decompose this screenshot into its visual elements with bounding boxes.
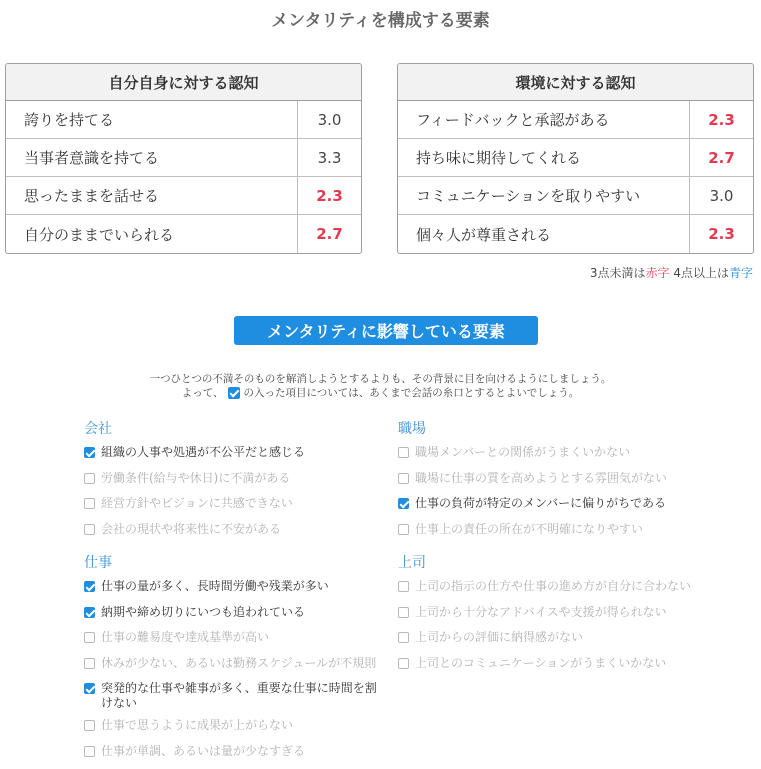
checkbox[interactable] [84, 473, 95, 484]
row-label: 思ったままを話せる [24, 187, 160, 205]
row-label: 自分のままでいられる [24, 225, 175, 244]
factor-label: 仕事で思うように成果が上がらない [101, 718, 294, 732]
checkbox[interactable] [84, 581, 95, 592]
factor-item[interactable] [84, 713, 384, 739]
score-legend [590, 264, 753, 281]
legend-red-word: 赤字 [645, 266, 670, 280]
table-row [6, 215, 361, 253]
checkbox[interactable] [84, 632, 95, 643]
row-label: 当事者意識を持てる [24, 149, 160, 167]
category-title: 仕事 [84, 555, 112, 571]
category-company [84, 418, 384, 542]
checkbox[interactable] [398, 498, 409, 509]
checkbox[interactable] [398, 607, 409, 618]
factor-item[interactable] [398, 574, 738, 600]
factor-item[interactable] [398, 440, 738, 466]
self-recognition-table [5, 63, 362, 254]
row-score: 3.0 [297, 101, 361, 138]
factor-item[interactable] [84, 625, 384, 651]
checkbox[interactable] [398, 632, 409, 643]
category-title: 会社 [84, 421, 112, 437]
checkbox[interactable] [398, 658, 409, 669]
page-title: メンタリティを構成する要素 [271, 11, 490, 31]
row-label: フィードバックと承認がある [416, 111, 610, 129]
factor-item[interactable] [398, 600, 738, 626]
factor-label: 仕事の難易度や達成基準が高い [101, 630, 270, 644]
category-title: 職場 [398, 421, 426, 437]
legend-blue-word: 青字 [728, 266, 753, 280]
checkbox[interactable] [398, 524, 409, 535]
row-score: 2.3 [689, 215, 753, 253]
factor-item[interactable] [398, 517, 738, 543]
factor-label: 上司とのコミュニケーションがうまくいかない [415, 655, 667, 670]
checkbox[interactable] [84, 607, 95, 618]
legend-text: 3点未満は [589, 266, 646, 280]
factor-label: 仕事の負荷が特定のメンバーに偏りがちである [415, 496, 667, 510]
checkbox[interactable] [398, 447, 409, 458]
factor-item[interactable] [84, 600, 384, 626]
row-label: 持ち味に期待してくれる [416, 149, 582, 167]
factor-label: 職場に仕事の質を高めようとする雰囲気がない [415, 470, 668, 485]
row-label: コミュニケーションを取りやすい [416, 187, 641, 205]
factor-item[interactable] [398, 651, 738, 677]
checkbox[interactable] [84, 746, 95, 757]
factor-label: 職場メンバーとの関係がうまくいかない [415, 445, 631, 459]
factor-item[interactable] [84, 574, 384, 600]
checkbox[interactable] [84, 524, 95, 535]
factor-label: 納期や締め切りにいつも追われている [101, 604, 306, 619]
factor-label: 突発的な仕事や雑事が多く、重要な仕事に時間を割けない [101, 681, 377, 710]
factor-label: 上司から十分なアドバイスや支援が得られない [415, 604, 667, 619]
legend-text: 4点以上は [673, 266, 729, 280]
factor-label: 仕事が単調、あるいは量が少なすぎる [101, 743, 306, 758]
environment-recognition-header: 環境に対する認知 [398, 64, 753, 101]
instructions-text: よって、 [181, 387, 224, 399]
factor-item[interactable] [84, 491, 384, 517]
table-row [398, 101, 753, 139]
factor-label: 上司の指示の仕方や仕事の進め方が自分に合わない [415, 579, 692, 593]
checkbox[interactable] [84, 658, 95, 669]
row-score: 2.3 [297, 177, 361, 214]
checkbox[interactable] [84, 720, 95, 731]
category-boss [398, 552, 738, 676]
self-recognition-header: 自分自身に対する認知 [6, 64, 361, 101]
factor-label: 経営方針やビジョンに共感できない [101, 496, 293, 510]
factor-label: 休みが少ない、あるいは勤務スケジュールが不規則 [101, 655, 377, 670]
table-row [6, 139, 361, 177]
factor-item[interactable] [84, 466, 384, 492]
row-label: 誇りを持てる [24, 111, 115, 129]
factor-item[interactable] [398, 625, 738, 651]
checkbox[interactable] [398, 473, 409, 484]
category-title: 上司 [398, 555, 426, 571]
instructions-line [0, 386, 761, 400]
instructions-text: の入った項目については、あくまで会話の糸口とするとよいでしょう。 [243, 387, 580, 399]
instructions-line: 一つひとつの不満そのものを解消しようとするよりも、その背景に目を向けるようにしましょう。 [149, 373, 612, 385]
factor-item[interactable] [398, 466, 738, 492]
checkbox-example-icon [228, 387, 240, 399]
factor-label: 上司からの評価に納得感がない [415, 630, 584, 644]
factor-label: 仕事上の責任の所在が不明確になりやすい [415, 521, 644, 536]
row-score: 2.3 [689, 101, 753, 138]
table-row [6, 101, 361, 139]
factor-item[interactable] [398, 491, 738, 517]
factor-item[interactable] [84, 517, 384, 543]
environment-recognition-table [397, 63, 754, 254]
instructions [0, 372, 761, 400]
category-workplace [398, 418, 738, 542]
category-work [84, 552, 384, 764]
factor-item[interactable] [84, 651, 384, 677]
factor-item[interactable] [84, 676, 384, 713]
table-row [6, 177, 361, 215]
table-row [398, 177, 753, 215]
row-score: 2.7 [297, 215, 361, 253]
checkbox[interactable] [398, 581, 409, 592]
row-score: 3.0 [689, 177, 753, 214]
table-row [398, 139, 753, 177]
factor-label: 労働条件(給与や休日)に不満がある [101, 470, 291, 485]
factor-item[interactable] [84, 440, 384, 466]
factor-label: 組織の人事や処遇が不公平だと感じる [101, 445, 306, 459]
row-label: 個々人が尊重される [416, 225, 552, 244]
factor-label: 仕事の量が多く、長時間労働や残業が多い [101, 579, 329, 593]
checkbox[interactable] [84, 683, 95, 694]
row-score: 3.3 [297, 139, 361, 176]
row-score: 2.7 [689, 139, 753, 176]
factor-item[interactable] [84, 739, 384, 765]
factor-label: 会社の現状や将来性に不安がある [101, 521, 282, 536]
section-heading: メンタリティに影響している要素 [234, 316, 538, 345]
checkbox[interactable] [84, 498, 95, 509]
table-row [398, 215, 753, 253]
checkbox[interactable] [84, 447, 95, 458]
